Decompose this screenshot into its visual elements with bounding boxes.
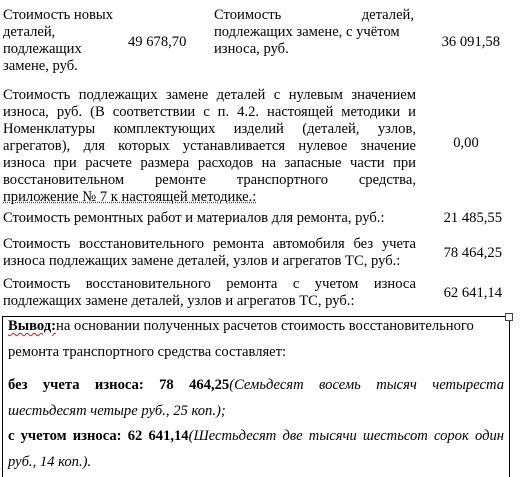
repair-work-cost-value: 21 485,55 xyxy=(443,210,502,226)
text-line: агрегатов), для которых устанавливается нулевое значение xyxy=(3,138,416,154)
conclusion-line-2: ремонта транспортного средства составляет: xyxy=(8,344,287,360)
resize-handle[interactable] xyxy=(505,313,513,321)
label-line: износа, руб. xyxy=(214,41,289,57)
repair-cost-with-wear-value: 62 641,14 xyxy=(443,285,502,301)
label-line: деталей, xyxy=(3,24,56,40)
with-wear-value: 62 641,14 xyxy=(127,428,189,444)
conclusion-heading: Вывод: xyxy=(8,318,57,334)
with-wear-words: (Шестьдесят две тысячи шестьсот сорок один xyxy=(188,428,504,444)
new-parts-cost-label xyxy=(3,7,121,75)
no-wear-words-cont: шестьдесят четыре руб., 25 коп.); xyxy=(8,403,226,419)
text-line: Номенклатуры комплектующих изделий (деталей, узлов, xyxy=(3,121,416,137)
conclusion-line-1 xyxy=(8,318,504,335)
repair-cost-no-wear-label xyxy=(3,236,416,270)
text-line: износа при расчете размера расходов на запасные части при xyxy=(3,155,416,171)
text-line: восстановительном ремонте транспортного средства, xyxy=(3,172,416,188)
text-line: Стоимость восстановительного ремонта с учетом износа xyxy=(3,276,416,292)
repair-cost-no-wear-value: 78 464,25 xyxy=(443,245,502,261)
label-line: подлежащих xyxy=(3,41,82,57)
with-wear-total-line xyxy=(8,428,504,445)
label-line: замене, руб. xyxy=(3,58,78,74)
repair-work-cost-label: Стоимость ремонтных работ и материалов для ремонта, руб.: xyxy=(3,210,385,226)
zero-wear-parts-cost-value: 0,00 xyxy=(453,135,479,151)
parts-cost-with-wear-value: 36 091,58 xyxy=(441,34,500,50)
zero-wear-parts-cost-label xyxy=(3,87,416,206)
label-line: подлежащих замене, с учётом xyxy=(214,24,400,40)
text-line: подлежащих замене деталей, узлов и агрегатов ТС, руб.: xyxy=(3,293,355,309)
text-line: износа, руб. (В соответствии с п. 4.2. настоящей методики и xyxy=(3,104,416,120)
text-line: износа подлежащих замене деталей, узлов и агрегатов ТС, руб.: xyxy=(3,253,401,269)
conclusion-frame[interactable] xyxy=(2,316,510,477)
no-wear-value: 78 464,25 xyxy=(159,377,230,393)
repair-cost-with-wear-label xyxy=(3,276,416,310)
no-wear-words: (Семьдесят восемь тысяч четыреста xyxy=(229,377,504,393)
with-wear-label: с учетом износа: xyxy=(8,428,122,444)
conclusion-intro: на основании полученных расчетов стоимость восстановительного xyxy=(56,318,474,334)
no-wear-label: без учета износа: xyxy=(8,377,144,393)
no-wear-total-line xyxy=(8,377,504,394)
text-line: Стоимость восстановительного ремонта автомобиля без учета xyxy=(3,236,416,252)
parts-cost-with-wear-label xyxy=(214,7,414,58)
text-line: Стоимость подлежащих замене деталей с нулевым значением xyxy=(3,87,416,103)
with-wear-words-cont: руб., 14 коп.). xyxy=(8,454,92,470)
new-parts-cost-value: 49 678,70 xyxy=(128,34,187,50)
label-line: Стоимость деталей, xyxy=(214,7,414,23)
text-line: приложение № 7 к настоящей методике.: xyxy=(3,189,257,205)
label-line: Стоимость новых xyxy=(3,7,113,23)
